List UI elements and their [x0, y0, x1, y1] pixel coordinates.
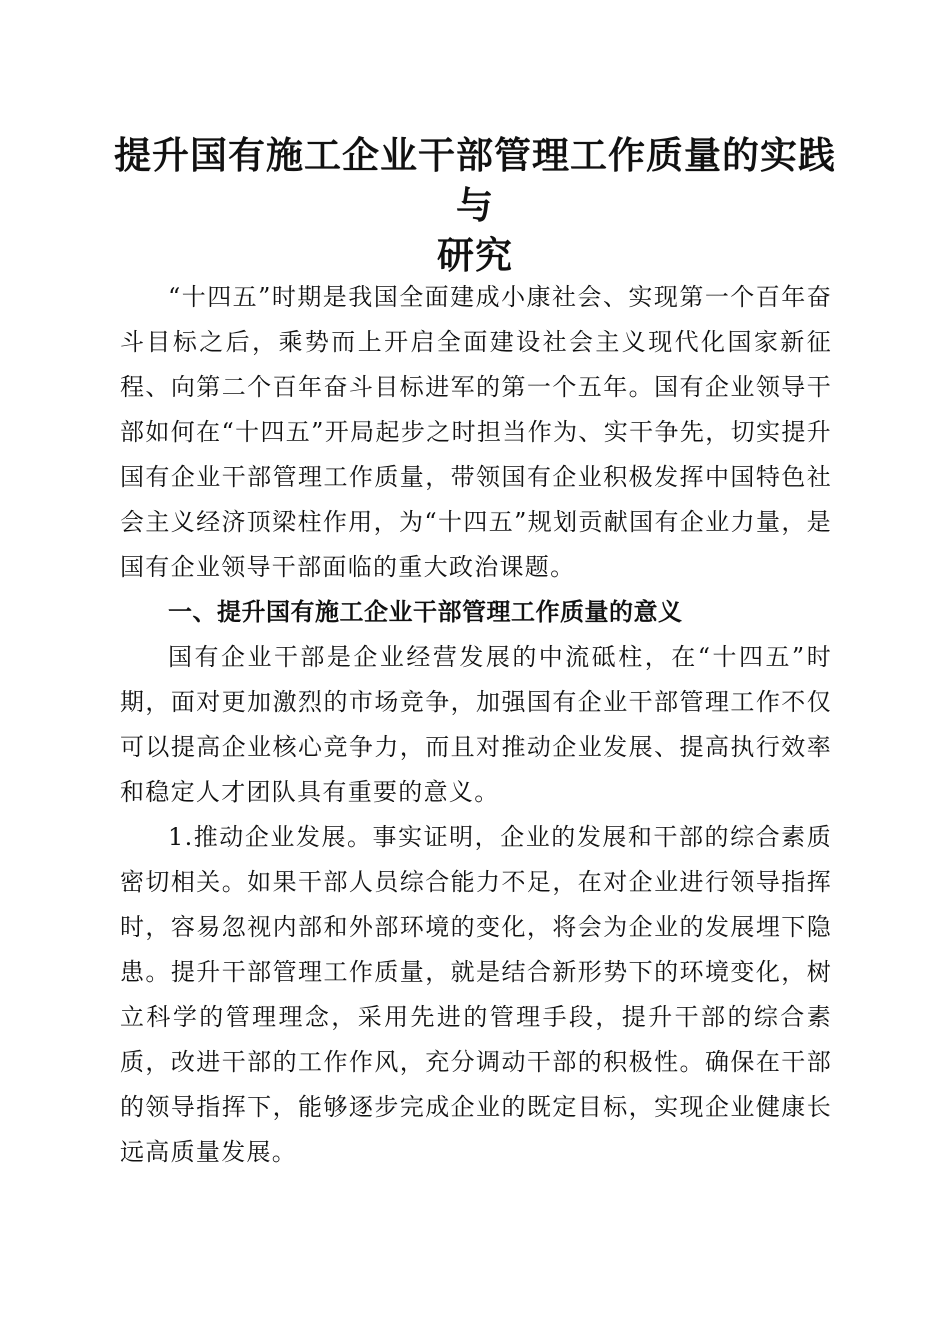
- title-line-1: 提升国有施工企业干部管理工作质量的实践与: [114, 133, 836, 227]
- document-body: [120, 275, 832, 1175]
- document-title: [100, 130, 850, 280]
- intro-paragraph: “十四五”时期是我国全面建成小康社会、实现第一个百年奋斗目标之后，乘势而上开启全面建设社会主义现代化国家新征程、向第二个百年奋斗目标进军的第一个五年。国有企业领导干部如何在“十四五”开局起步之时担当作为、实干争先，切实提升国有企业干部管理工作质量，带领国有企业积极发挥中国特色社会主义经济顶梁柱作用，为“十四五”规划贡献国有企业力量，是国有企业领导干部面临的重大政治课题。: [120, 283, 832, 581]
- title-line-2: 研究: [437, 233, 513, 277]
- point-1-paragraph: 1.推动企业发展。事实证明，企业的发展和干部的综合素质密切相关。如果干部人员综合能力不足，在对企业进行领导指挥时，容易忽视内部和外部环境的变化，将会为企业的发展埋下隐患。提升干部管理工作质量，就是结合新形势下的环境变化，树立科学的管理理念，采用先进的管理手段，提升干部的综合素质，改进干部的工作作风，充分调动干部的积极性。确保在干部的领导指挥下，能够逐步完成企业的既定目标，实现企业健康长远高质量发展。: [120, 823, 832, 1166]
- section-heading-1: 一、提升国有施工企业干部管理工作质量的意义: [168, 598, 683, 626]
- section-1-paragraph: 国有企业干部是企业经营发展的中流砥柱，在“十四五”时期，面对更加激烈的市场竞争，加强国有企业干部管理工作不仅可以提高企业核心竞争力，而且对推动企业发展、提高执行效率和稳定人才团队具有重要的意义。: [120, 643, 832, 806]
